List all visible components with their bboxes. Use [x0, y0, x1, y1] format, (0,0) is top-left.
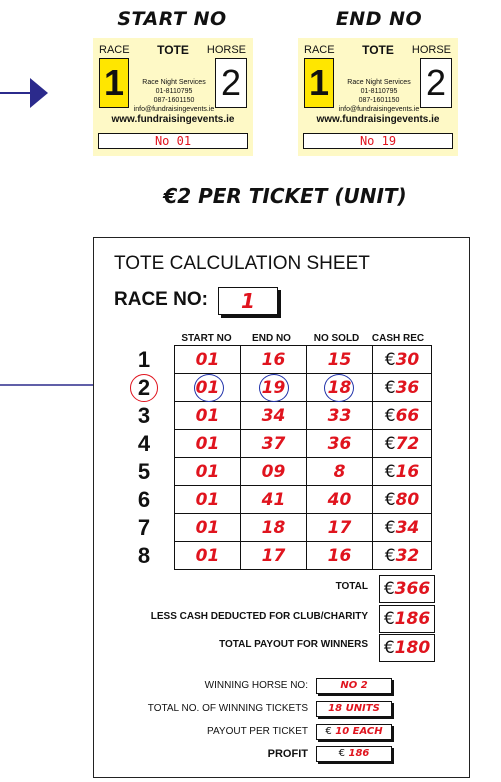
no-sold-cell: 8 [307, 458, 373, 486]
ticket-race-number: 1 [99, 58, 129, 108]
start-no-cell: 01 [175, 402, 241, 430]
profit-label: PROFIT [267, 748, 308, 760]
horse-number: 5 [137, 458, 151, 484]
ticket-number: No 01 [98, 133, 248, 149]
winning-horse-label: WINNING HORSE NO: [204, 680, 308, 691]
price-caption: €2 PER TICKET (UNIT) [163, 184, 407, 208]
ticket-website: www.fundraisingevents.ie [316, 114, 440, 125]
start-no-cell: 01 [175, 346, 241, 374]
payout-value: €180 [379, 634, 435, 662]
col-no-sold: NO SOLD [313, 333, 360, 344]
ticket-tote-label: TOTE [157, 43, 189, 57]
highlight-circle-red [130, 374, 158, 402]
col-cash-rec: CASH REC [371, 333, 425, 344]
ticket-horse-number: 2 [420, 58, 452, 108]
ticket-website: www.fundraisingevents.ie [111, 114, 235, 125]
no-sold-cell: 16 [307, 542, 373, 570]
total-value: €366 [379, 575, 435, 603]
payout-per-ticket-value: € 10 EACH [316, 724, 392, 740]
horse-number: 2 [137, 374, 151, 400]
deducted-label: LESS CASH DEDUCTED FOR CLUB/CHARITY [150, 611, 368, 622]
ticket-race-label: RACE [99, 44, 130, 56]
start-no-cell: 01 [175, 458, 241, 486]
highlight-circle-blue [194, 374, 224, 402]
table-row [114, 430, 432, 458]
start-no-cell: 01 [175, 514, 241, 542]
start-no-heading: START NO [117, 8, 227, 30]
cash-rec-cell: €80 [373, 486, 432, 514]
cash-rec-cell: €34 [373, 514, 432, 542]
race-no-label: RACE NO: [114, 289, 208, 310]
end-no-cell: 34 [241, 402, 307, 430]
cash-rec-cell: €30 [373, 346, 432, 374]
ticket-contact-info: Race Night Services 01-8110795 087-1601150 info@fundraisingevents.ie [133, 79, 215, 113]
end-no-cell: 16 [241, 346, 307, 374]
table-row [114, 542, 432, 570]
no-sold-cell: 33 [307, 402, 373, 430]
start-no-cell: 01 [175, 486, 241, 514]
profit-value: € 186 [316, 746, 392, 762]
winning-tickets-value: 18 UNITS [316, 701, 392, 717]
cash-rec-cell: €36 [373, 374, 432, 402]
ticket-horse-label: HORSE [411, 44, 451, 56]
winning-horse-value: NO 2 [316, 678, 392, 694]
cash-rec-cell: €72 [373, 430, 432, 458]
ticket-horse-label: HORSE [206, 44, 246, 56]
highlight-circle-blue [259, 374, 289, 402]
ticket-tote-label: TOTE [362, 43, 394, 57]
payout-label: TOTAL PAYOUT FOR WINNERS [219, 639, 368, 650]
ticket-horse-number: 2 [215, 58, 247, 108]
cash-rec-cell: €16 [373, 458, 432, 486]
end-no-cell: 37 [241, 430, 307, 458]
horse-number: 6 [137, 486, 151, 512]
ticket-number: No 19 [303, 133, 453, 149]
race-no-value: 1 [218, 287, 278, 315]
end-no-heading: END NO [335, 8, 423, 30]
horse-number: 7 [137, 514, 151, 540]
pointer-arrow-icon [0, 74, 50, 114]
col-start-no: START NO [181, 333, 232, 344]
end-ticket [298, 38, 458, 156]
horse-number: 4 [137, 430, 151, 456]
no-sold-cell: 40 [307, 486, 373, 514]
winning-tickets-label: TOTAL NO. OF WINNING TICKETS [147, 703, 308, 714]
highlight-circle-blue [324, 374, 354, 402]
start-no-cell: 01 [175, 374, 241, 402]
ticket-race-number: 1 [304, 58, 334, 108]
deducted-value: €186 [379, 605, 435, 633]
start-no-cell: 01 [175, 430, 241, 458]
table-row [114, 402, 432, 430]
end-no-cell: 18 [241, 514, 307, 542]
horse-number: 3 [137, 402, 151, 428]
horse-number: 8 [137, 542, 151, 568]
end-no-cell: 41 [241, 486, 307, 514]
no-sold-cell: 17 [307, 514, 373, 542]
tote-calculation-sheet [93, 237, 470, 778]
payout-per-ticket-label: PAYOUT PER TICKET [207, 726, 308, 737]
horse-number: 1 [137, 346, 151, 372]
start-no-cell: 01 [175, 542, 241, 570]
ticket-contact-info: Race Night Services 01-8110795 087-1601150 info@fundraisingevents.ie [338, 79, 420, 113]
no-sold-cell: 18 [307, 374, 373, 402]
total-label: TOTAL [335, 581, 368, 592]
table-row [114, 486, 432, 514]
end-no-cell: 19 [241, 374, 307, 402]
end-no-cell: 09 [241, 458, 307, 486]
table-row [114, 346, 432, 374]
ticket-race-label: RACE [304, 44, 335, 56]
no-sold-cell: 15 [307, 346, 373, 374]
cash-rec-cell: €66 [373, 402, 432, 430]
table-row [114, 514, 432, 542]
start-ticket [93, 38, 253, 156]
no-sold-cell: 36 [307, 430, 373, 458]
table-row [114, 458, 432, 486]
sheet-title: TOTE CALCULATION SHEET [114, 253, 370, 274]
col-end-no: END NO [252, 333, 291, 344]
end-no-cell: 17 [241, 542, 307, 570]
cash-rec-cell: €32 [373, 542, 432, 570]
